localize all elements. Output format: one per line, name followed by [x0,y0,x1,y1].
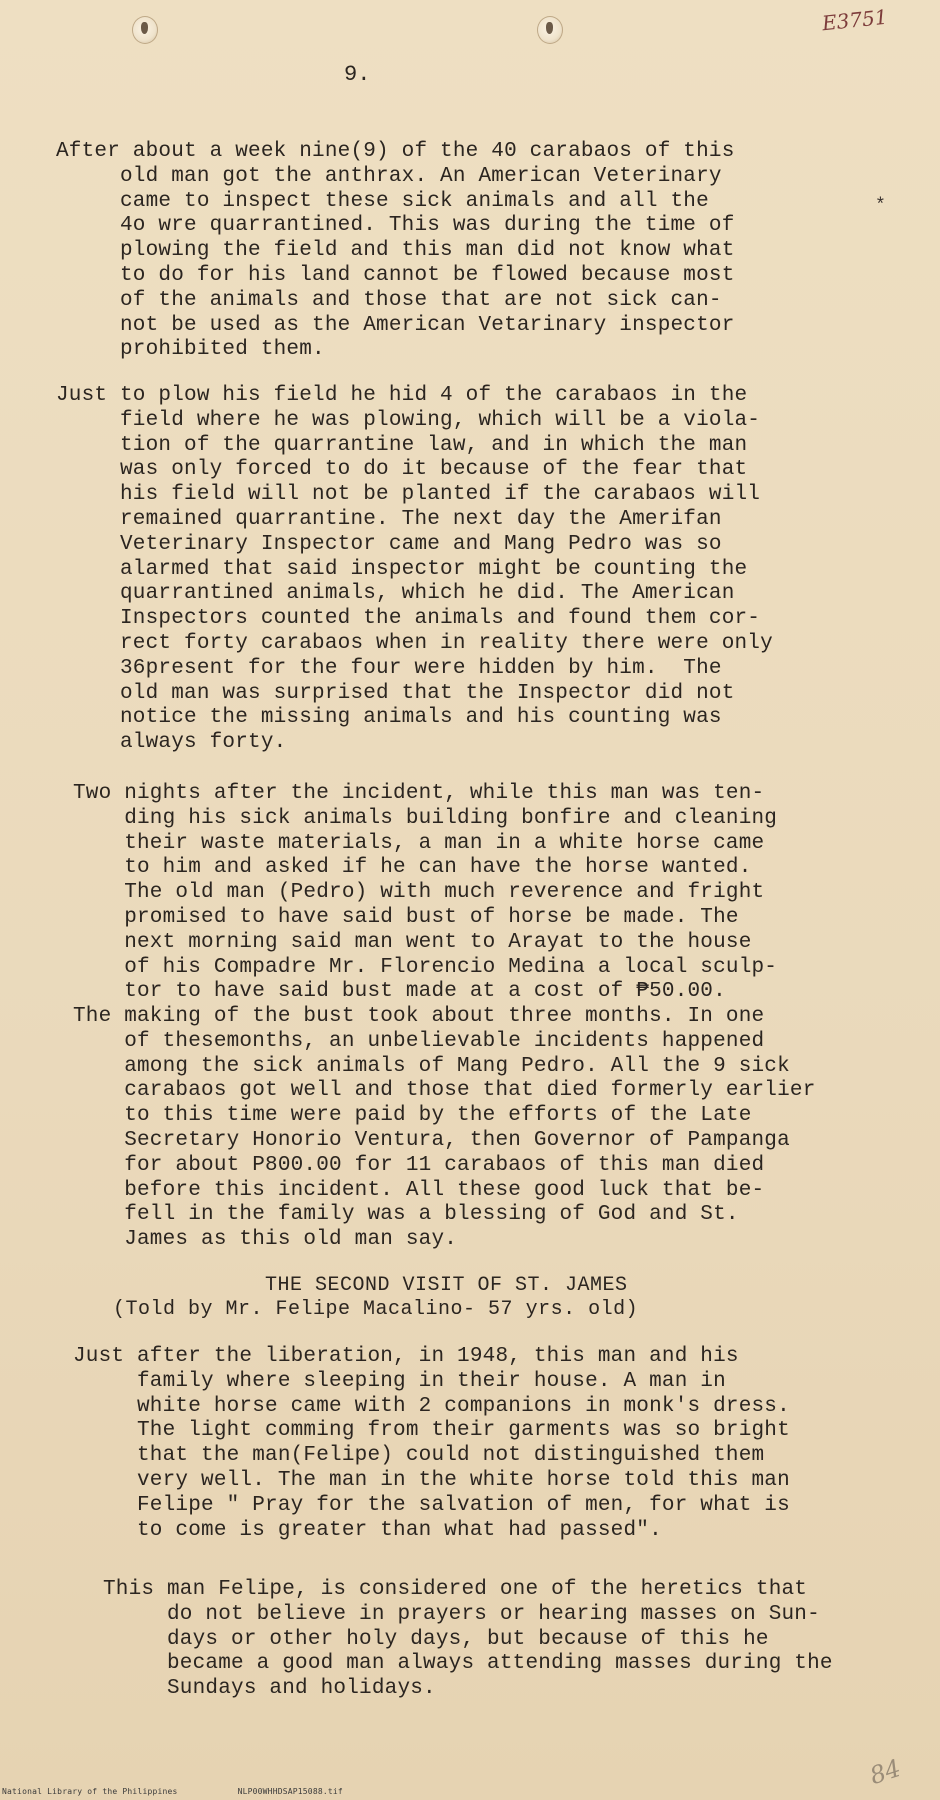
paragraph-second-visit: Just after the liberation, in 1948, this man and his family where sleeping in their house. A man in white horse came with 2 companions in monk's dress. The light comming from their garments was so bright that the man(Felipe) could not distinguished them very well. The man in the white horse told this man Felipe " Pray for the salvation of men, for what is to come is greater than what had passed". [73,1345,790,1542]
punch-hole-right [537,16,563,44]
paragraph-anthrax: After about a week nine(9) of the 40 carabaos of this old man got the anthrax. An American Veterinary came to inspect these sick animals and all the 4o wre quarrantined. This was during the time of plowing the field and this man did not know what to do for his land cannot be flowed because most of the animals and those that are not sick can- not be used as the American Vetarinary inspector prohibited them. [56,140,735,362]
section-source: (Told by Mr. Felipe Macalino- 57 yrs. old) [113,1298,639,1321]
section-heading: THE SECOND VISIT OF ST. JAMES [265,1274,628,1297]
paragraph-white-horse-rider: Two nights after the incident, while this man was ten- ding his sick animals building bonfire and cleaning their waste materials, a man in a white horse came to him and asked if he can have the horse wanted. The old man (Pedro) with much reverence and fright promised to have said bust of horse be made. The next morning said man went to Arayat to the house of his Compadre Mr. Florencio Medina a local sculp- tor to have said bust made at a cost of ₱50.00. [73,782,778,1004]
paragraph-hidden-carabaos: Just to plow his field he hid 4 of the carabaos in the field where he was plowing, which will be a viola- tion of the quarrantine law, and in which the man was only forced to do it because of the fear that his field will not be planted if the carabaos will remained quarrantine. The next day the Amerifan Veterinary Inspector came and Mang Pedro was so alarmed that said inspector might be counting the quarrantined animals, which he did. The American Inspectors counted the animals and found them cor- rect forty carabaos when in reality there were only 36present for the four were hidden by him. The old man was surprised that the Inspector did not notice the missing animals and his counting was always forty. [56,384,773,755]
stray-mark: * [875,196,886,216]
paragraph-felipe-conversion: This man Felipe, is considered one of the heretics that do not believe in prayers or hearing masses on Sun- days or other holy days, but because of this he became a good man always attending masses during the Sundays and holidays. [103,1578,833,1701]
handwritten-initials: 84 [866,1753,905,1791]
punch-hole-left [132,16,158,44]
paragraph-bust-making: The making of the bust took about three months. In one of thesemonths, an unbelievable incidents happened among the sick animals of Mang Pedro. All the 9 sick carabaos got well and those that died formerly earlier to this time were paid by the efforts of the Late Secretary Honorio Ventura, then Governor of Pampanga for about P800.00 for 11 carabaos of this man died before this incident. All these good luck that be- fell in the family was a blessing of God and St. James as this old man say. [73,1005,816,1252]
scan-footer [2,1787,343,1796]
archive-reference-number: E3751 [820,4,889,36]
library-credit: National Library of the Philippines [2,1787,178,1796]
scan-filename: NLP00WHHDSAP15088.tif [237,1787,343,1796]
page-number: 9. [344,62,371,87]
